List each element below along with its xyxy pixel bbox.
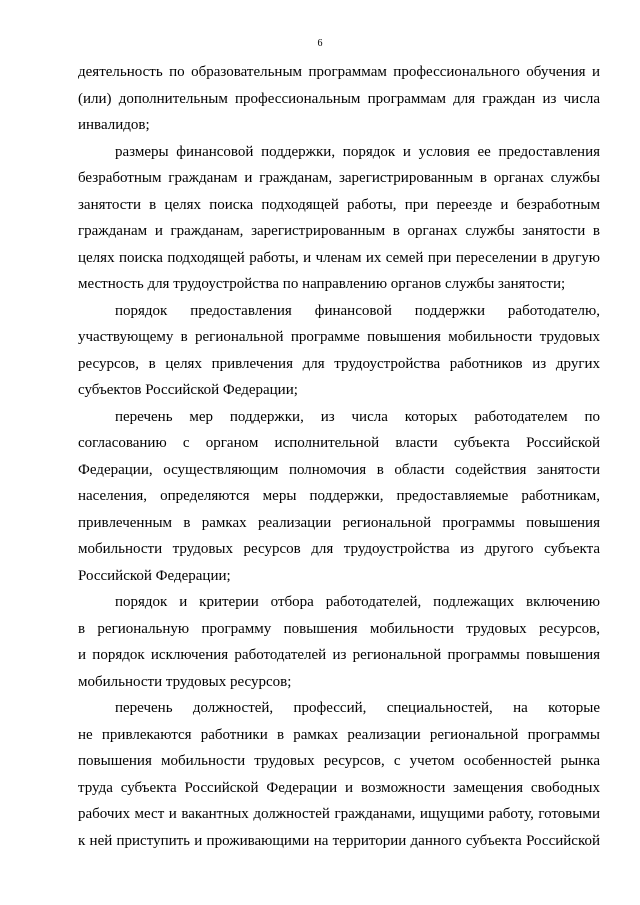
text-line: порядок предоставления финансовой поддержки работодателю,	[115, 302, 600, 319]
text-line: перечень мер поддержки, из числа которых работодателем по	[115, 408, 600, 425]
text-line: перечень должностей, профессий, специальностей, на которые	[115, 700, 600, 716]
text-line: мобильности трудовых ресурсов для трудоустройства из другого субъекта	[78, 541, 600, 557]
paragraph	[78, 404, 600, 590]
text-line: в региональную программу повышения мобильности трудовых ресурсов,	[78, 620, 600, 637]
text-line: населения, определяются меры поддержки, предоставляемые работникам,	[78, 488, 600, 504]
text-line: к ней приступить и проживающими на территории данного субъекта Российской	[78, 832, 600, 849]
text-line: рабочих мест и вакантных должностей гражданами, ищущими работу, готовыми	[78, 806, 600, 822]
text-line: привлеченным в рамках реализации региональной программы повышения	[78, 514, 600, 531]
text-line: занятости в целях поиска подходящей работы, при переезде и безработным	[78, 196, 600, 213]
text-line: деятельность по образовательным программам профессионального обучения и	[78, 64, 600, 80]
text-line: не привлекаются работники в рамках реализации региональной программы	[78, 726, 600, 743]
text-line: (или) дополнительным профессиональным программам для граждан из числа	[78, 90, 600, 107]
document-body	[78, 59, 600, 854]
text-line: инвалидов;	[78, 117, 150, 133]
page-number: 6	[317, 38, 323, 49]
text-line: труда субъекта Российской Федерации и возможности замещения свободных	[78, 779, 600, 796]
text-line: безработным гражданам и гражданам, зарегистрированным в органах службы	[78, 170, 600, 186]
text-line: гражданам и гражданам, зарегистрированным в органах службы занятости в	[78, 223, 600, 239]
text-line: размеры финансовой поддержки, порядок и условия ее предоставления	[115, 143, 600, 160]
text-line: участвующему в региональной программе повышения мобильности трудовых	[78, 329, 600, 345]
paragraph	[78, 298, 600, 404]
text-line: и порядок исключения работодателей из региональной программы повышения	[78, 647, 600, 663]
text-line: Федерации, осуществляющим полномочия в области содействия занятости	[78, 461, 600, 478]
text-line: субъектов Российской Федерации;	[78, 382, 298, 398]
text-line: повышения мобильности трудовых ресурсов, с учетом особенностей рынка	[78, 753, 600, 769]
paragraph	[78, 589, 600, 695]
text-line: местность для трудоустройства по направлению органов службы занятости;	[78, 276, 566, 292]
paragraph	[78, 695, 600, 854]
paragraph	[78, 139, 600, 298]
text-line: Российской Федерации;	[78, 567, 231, 584]
text-line: целях поиска подходящей работы, и членам их семей при переселении в другую	[78, 249, 600, 266]
text-line: мобильности трудовых ресурсов;	[78, 673, 292, 690]
paragraph	[78, 59, 600, 139]
text-line: согласованию с органом исполнительной власти субъекта Российской	[78, 435, 600, 451]
text-line: порядок и критерии отбора работодателей, подлежащих включению	[115, 594, 600, 610]
text-line: ресурсов, в целях привлечения для трудоустройства работников из других	[78, 355, 600, 372]
